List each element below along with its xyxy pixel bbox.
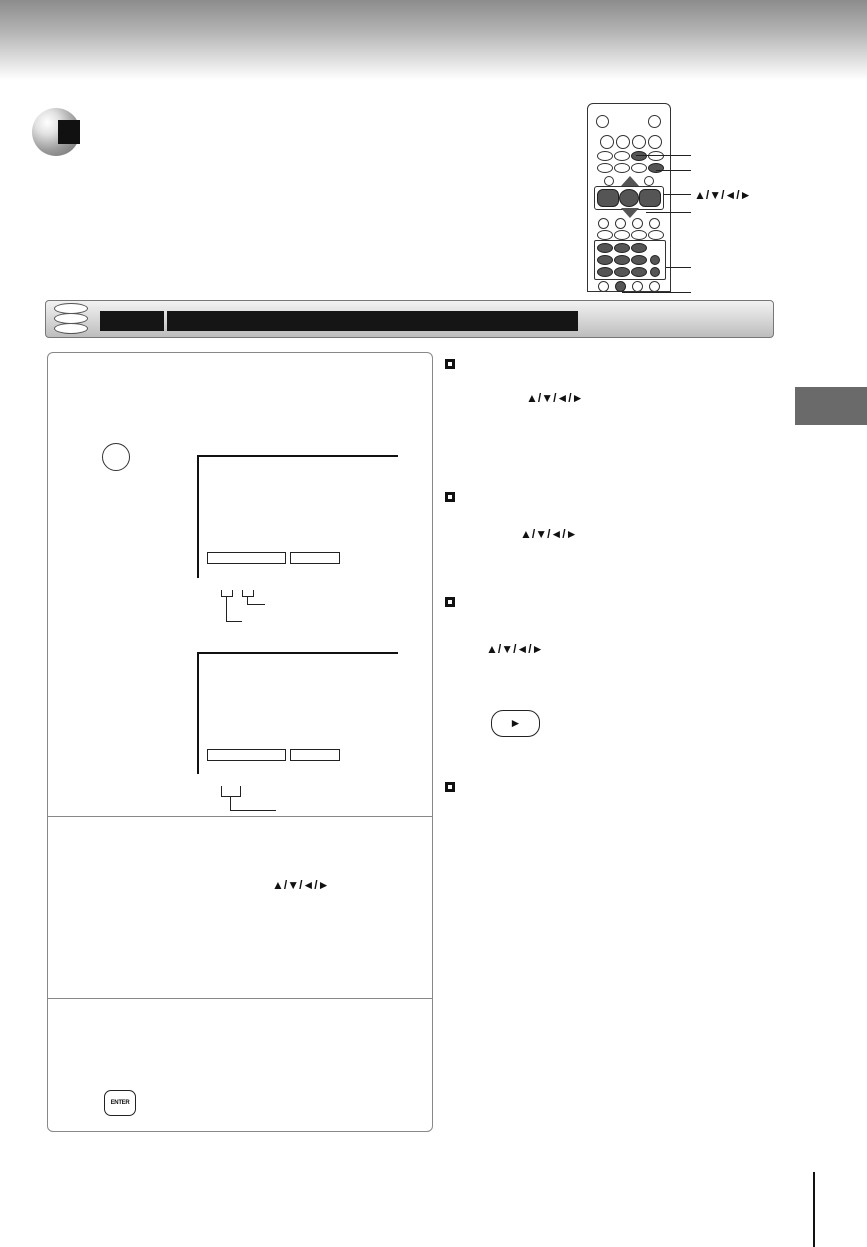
section-square-icon	[58, 120, 80, 144]
remote-left-button	[597, 189, 619, 207]
remote-button	[600, 135, 614, 149]
remote-arrow-label: ▲/▼/◄/►	[694, 188, 752, 202]
screen-1-leader	[226, 621, 242, 622]
remote-button	[616, 135, 630, 149]
remote-highlight-button	[615, 281, 626, 292]
remote-button	[648, 230, 664, 240]
header-subtitle-block	[167, 311, 578, 331]
note-bullet-icon	[445, 597, 455, 607]
remote-button	[614, 230, 630, 240]
remote-number-button	[631, 255, 647, 265]
remote-power-button	[596, 115, 609, 128]
note-bullet-icon	[445, 782, 455, 792]
screen-1-leader	[247, 604, 265, 605]
screen-1-left-edge	[197, 455, 199, 578]
remote-button	[598, 281, 609, 292]
screen-2-field-1	[207, 749, 286, 761]
play-button-icon: ►	[491, 710, 540, 737]
screen-2-top-edge	[197, 652, 398, 654]
step-2-arrow-buttons: ▲/▼/◄/►	[272, 878, 330, 892]
remote-number-button	[650, 255, 660, 265]
remote-highlight-button	[631, 151, 647, 161]
remote-button	[614, 163, 630, 173]
remote-button	[648, 135, 662, 149]
screen-2-field-2	[290, 749, 340, 761]
header-title-block	[100, 311, 164, 331]
remote-number-button	[650, 267, 660, 277]
remote-button	[614, 151, 630, 161]
note-3-arrow-buttons: ▲/▼/◄/►	[486, 642, 544, 656]
page-number-rule	[813, 1172, 815, 1247]
remote-open-button	[648, 115, 661, 128]
remote-up-arrow-icon	[621, 176, 639, 186]
screen-1-bracket-a	[221, 590, 233, 597]
remote-button	[632, 135, 646, 149]
remote-button-circle-icon	[102, 443, 130, 471]
remote-button	[615, 218, 626, 229]
note-1-arrow-buttons: ▲/▼/◄/►	[526, 391, 584, 405]
screen-1-leader	[226, 596, 227, 621]
screen-2-bracket	[221, 786, 241, 797]
remote-number-button	[597, 267, 613, 277]
remote-button	[644, 176, 654, 186]
remote-button	[598, 218, 609, 229]
note-bullet-icon	[445, 359, 455, 369]
remote-number-button	[597, 255, 613, 265]
screen-1-leader	[247, 596, 248, 604]
remote-number-button	[597, 243, 613, 253]
remote-button	[597, 163, 613, 173]
remote-button	[648, 151, 664, 161]
remote-button	[632, 281, 643, 292]
callout-line	[622, 292, 691, 293]
step-divider-2	[48, 998, 432, 999]
remote-down-arrow-icon	[621, 208, 639, 218]
enter-button-icon: ENTER	[104, 1090, 136, 1116]
screen-2-leader	[230, 796, 231, 810]
remote-enter-button	[619, 189, 639, 207]
step-divider-1	[48, 816, 432, 817]
remote-button	[631, 163, 647, 173]
screen-1-top-edge	[197, 455, 398, 457]
remote-number-button	[614, 267, 630, 277]
callout-line	[646, 212, 691, 213]
disc-type-oval-3	[54, 323, 88, 334]
remote-button	[604, 176, 614, 186]
screen-1-bracket-b	[242, 590, 254, 597]
callout-line	[663, 194, 691, 195]
remote-button	[631, 230, 647, 240]
remote-number-button	[614, 243, 630, 253]
chapter-side-tab	[795, 387, 867, 425]
note-2-arrow-buttons: ▲/▼/◄/►	[520, 527, 578, 541]
remote-button	[632, 218, 643, 229]
remote-number-button	[614, 255, 630, 265]
screen-2-left-edge	[197, 652, 199, 774]
remote-button	[649, 218, 660, 229]
remote-button	[649, 281, 660, 292]
callout-line	[636, 155, 691, 156]
top-banner	[0, 0, 867, 80]
screen-2-leader	[230, 810, 276, 811]
remote-control-illustration	[587, 103, 671, 292]
remote-right-button	[639, 189, 661, 207]
remote-number-button	[631, 267, 647, 277]
screen-1-field-2	[290, 552, 340, 564]
callout-line	[666, 267, 691, 268]
remote-highlight-button	[648, 163, 664, 173]
steps-panel	[47, 352, 433, 1132]
screen-1-field-1	[207, 552, 286, 564]
callout-line	[656, 170, 691, 171]
remote-button	[597, 151, 613, 161]
note-bullet-icon	[445, 492, 455, 502]
remote-button	[597, 230, 613, 240]
remote-number-button	[631, 243, 647, 253]
